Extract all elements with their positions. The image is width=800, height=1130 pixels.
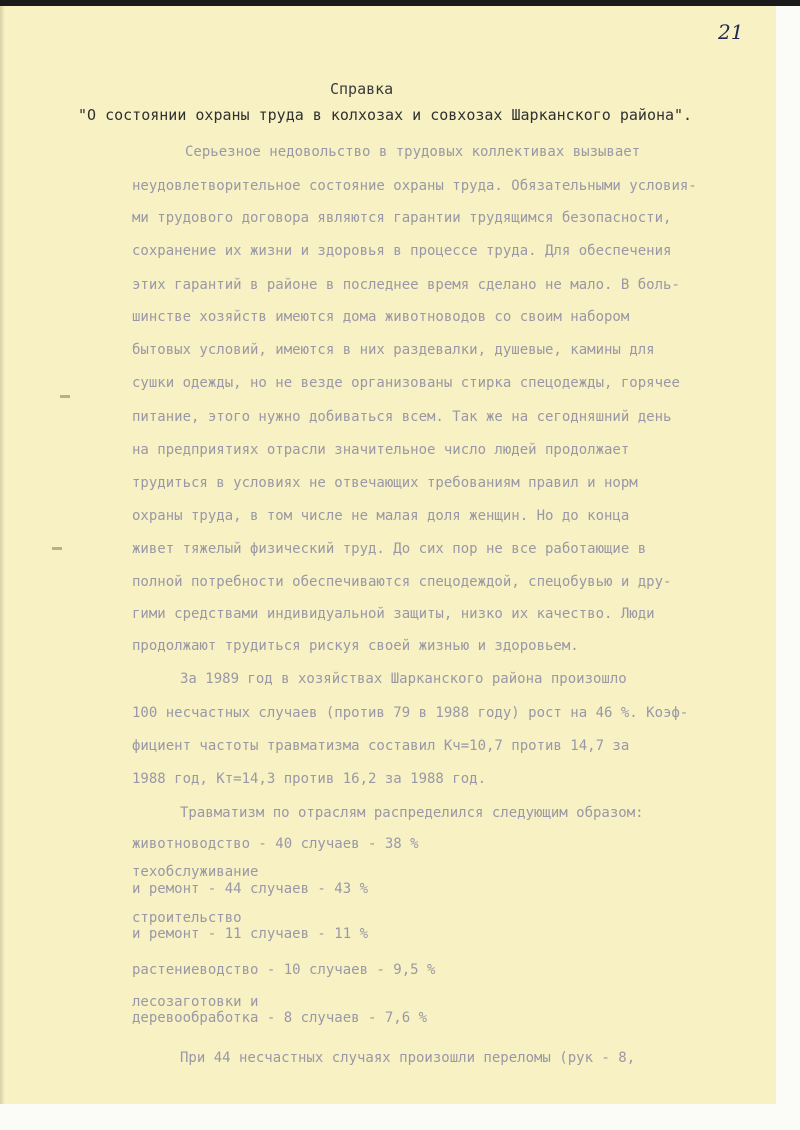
paragraph-line: продолжают трудиться рискуя своей жизнью и здоровьем.	[132, 638, 579, 654]
paragraph-line: неудовлетворительное состояние охраны труда. Обязательными условия-	[132, 178, 697, 194]
paragraph-line: фициент частоты травматизма составил Кч=10,7 против 14,7 за	[132, 738, 630, 754]
paragraph-line: шинстве хозяйств имеются дома животноводов со своим набором	[132, 309, 630, 325]
paragraph-line: питание, этого нужно добиваться всем. Так же на сегодняшний день	[132, 409, 672, 425]
list-item: растениеводство - 10 случаев - 9,5 %	[132, 962, 436, 978]
list-item: и ремонт - 44 случаев - 43 %	[132, 881, 369, 897]
document-subtitle: "О состоянии охраны труда в колхозах и совхозах Шарканского района".	[78, 106, 693, 124]
list-item: животноводство - 40 случаев - 38 %	[132, 836, 419, 852]
paragraph-line: трудиться в условиях не отвечающих требованиям правил и норм	[132, 475, 638, 491]
paragraph-line: сушки одежды, но не везде организованы стирка спецодежды, горячее	[132, 375, 680, 391]
page-left-edge	[0, 6, 5, 1104]
paragraph-line: За 1989 год в хозяйствах Шарканского района произошло	[180, 671, 627, 687]
paragraph-line: на предприятиях отрасли значительное число людей продолжает	[132, 442, 630, 458]
scan-top-border	[0, 0, 800, 6]
paragraph-line: Травматизм по отраслям распределился следующим образом:	[180, 805, 644, 821]
list-item-heading: техобслуживание	[132, 864, 259, 880]
paragraph-line: 100 несчастных случаев (против 79 в 1988 году) рост на 46 %. Коэф-	[132, 705, 689, 721]
list-item: и ремонт - 11 случаев - 11 %	[132, 926, 369, 942]
paragraph-line: живет тяжелый физический труд. До сих пор не все работающие в	[132, 541, 647, 557]
list-item-heading: лесозаготовки и	[132, 994, 259, 1010]
paragraph-line: Серьезное недовольство в трудовых коллективах вызывает	[185, 144, 641, 160]
document-title: Справка	[330, 80, 394, 98]
scan-margin-right	[776, 0, 800, 1130]
closing-line: При 44 несчастных случаях произошли переломы (рук - 8,	[180, 1050, 636, 1066]
list-item-heading: строительство	[132, 910, 242, 926]
paragraph-line: гими средствами индивидуальной защиты, низко их качество. Люди	[132, 606, 655, 622]
paragraph-line: этих гарантий в районе в последнее время сделано не мало. В боль-	[132, 277, 680, 293]
paragraph-line: сохранение их жизни и здоровья в процессе труда. Для обеспечения	[132, 243, 672, 259]
paragraph-line: полной потребности обеспечиваются спецодеждой, спецобувью и дру-	[132, 574, 672, 590]
list-item: деревообработка - 8 случаев - 7,6 %	[132, 1010, 428, 1026]
scan-margin-bottom	[0, 1104, 800, 1130]
margin-mark	[52, 547, 62, 550]
paragraph-line: бытовых условий, имеются в них раздевалки, душевые, камины для	[132, 342, 655, 358]
margin-mark	[60, 395, 70, 398]
paragraph-line: ми трудового договора являются гарантии трудящимся безопасности,	[132, 210, 672, 226]
paragraph-line: 1988 год, Кт=14,3 против 16,2 за 1988 год.	[132, 771, 487, 787]
page-number: 21	[718, 20, 744, 44]
paragraph-line: охраны труда, в том числе не малая доля женщин. Но до конца	[132, 508, 630, 524]
